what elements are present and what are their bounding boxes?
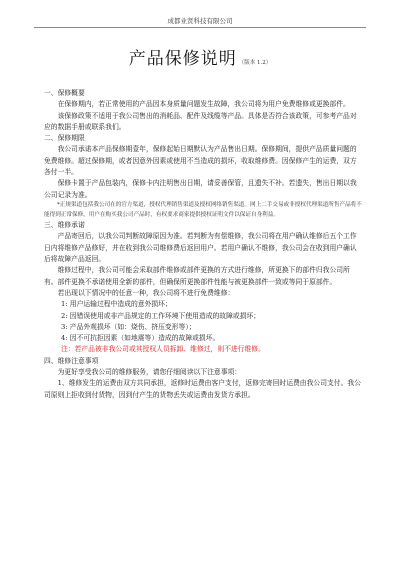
paragraph: 在保修期内，若正常使用的产品因本身质量问题发生故障，我公司将为用户免费维修或更换部件。 (57, 100, 350, 109)
document-version: （版本 1.2） (238, 60, 272, 66)
footnote: *正规渠道包括我公司在的官方渠道，授权代理销售渠道及授权网络销售渠道。网上二手交易或非授权代理渠道所售产品将不能得到正常保修。用户在购买我公司产品时，有权要求商家提供授权证明文件以保证自身利益。 (44, 201, 362, 218)
header-divider (34, 27, 366, 28)
warning-note: 注：若产品被非我公司或其授权人员拆卸、维修过，则不进行维修。 (61, 345, 265, 354)
document-title: 产品保修说明 (128, 49, 237, 69)
section-heading: 四、维修注意事项 (44, 356, 99, 365)
paragraph: 保修卡置于产品包装内，保修卡内注明售出日期，请妥善保管，且遗失不补。若遗失，售出日期以我公司记录为准。 (44, 179, 357, 199)
paragraph: 该保修政策不适用于我公司售出的消耗品、配件及线缆等产品。具体是否符合该政策，可参考产品对应的数据手册或联系我们。 (44, 111, 357, 131)
paragraph: 1、维修发生的运费由双方共同承担，返修时运费由客户支付，返修完寄回时运费由我公司支付。我公司原则上拒收到付货物，因到付产生的货物丢失或运费由发货方承担。 (44, 379, 361, 399)
section-heading: 二、保修期限 (44, 134, 85, 143)
list-item: 4: 因不可抗拒因素（如地震等）造成的故障或损坏。 (61, 334, 220, 343)
list-item: 3: 产品外观损坏（如：烧伤、挤压变形等）； (61, 322, 196, 331)
company-header: 成都业贤科技有限公司 (167, 17, 233, 25)
title-block (0, 44, 400, 69)
document-body (44, 88, 362, 401)
paragraph: 产品寄回后，以我公司判断故障原因为准。若判断为有偿维修，我公司将在用户确认维修后五个工作日内将维修产品修好，并在收到我公司维修费后返回用户。若用户确认不维修，我公司会在收到用户确认后将故障产品返回。 (44, 232, 357, 264)
paragraph: 我公司承诺本产品保修期壹年，保修起始日期默认为产品售出日期。保修期间，提供产品质量问题的免费维修。超过保修期，或者因意外因素或使用不当造成的损坏，收取维修费。因保修产生的运费，双方各付一半。 (44, 145, 357, 177)
section-heading: 三、维修承诺 (44, 221, 85, 230)
paragraph: 维修过程中，我公司可能会采取部件维修或部件更换的方式进行维修，所更换下的部件归我公司所有。部件更换不承诺使用全新的部件，但确保所更换部件性能与被更换部件一致或等同于原部件。 (44, 266, 350, 286)
paragraph: 为更好享受我公司的维修服务，请您仔细阅读以下注意事项： (57, 368, 242, 377)
paragraph: 若出现以下情况中的任意一种，我公司将不进行免费维修： (57, 288, 235, 297)
list-item: 2: 因错误使用或非产品规定的工作环境下使用造成的故障或损坏； (61, 311, 261, 320)
section-heading: 一、保修概要 (44, 89, 85, 97)
list-item: 1: 用户运输过程中造成的意外损坏； (61, 300, 172, 309)
